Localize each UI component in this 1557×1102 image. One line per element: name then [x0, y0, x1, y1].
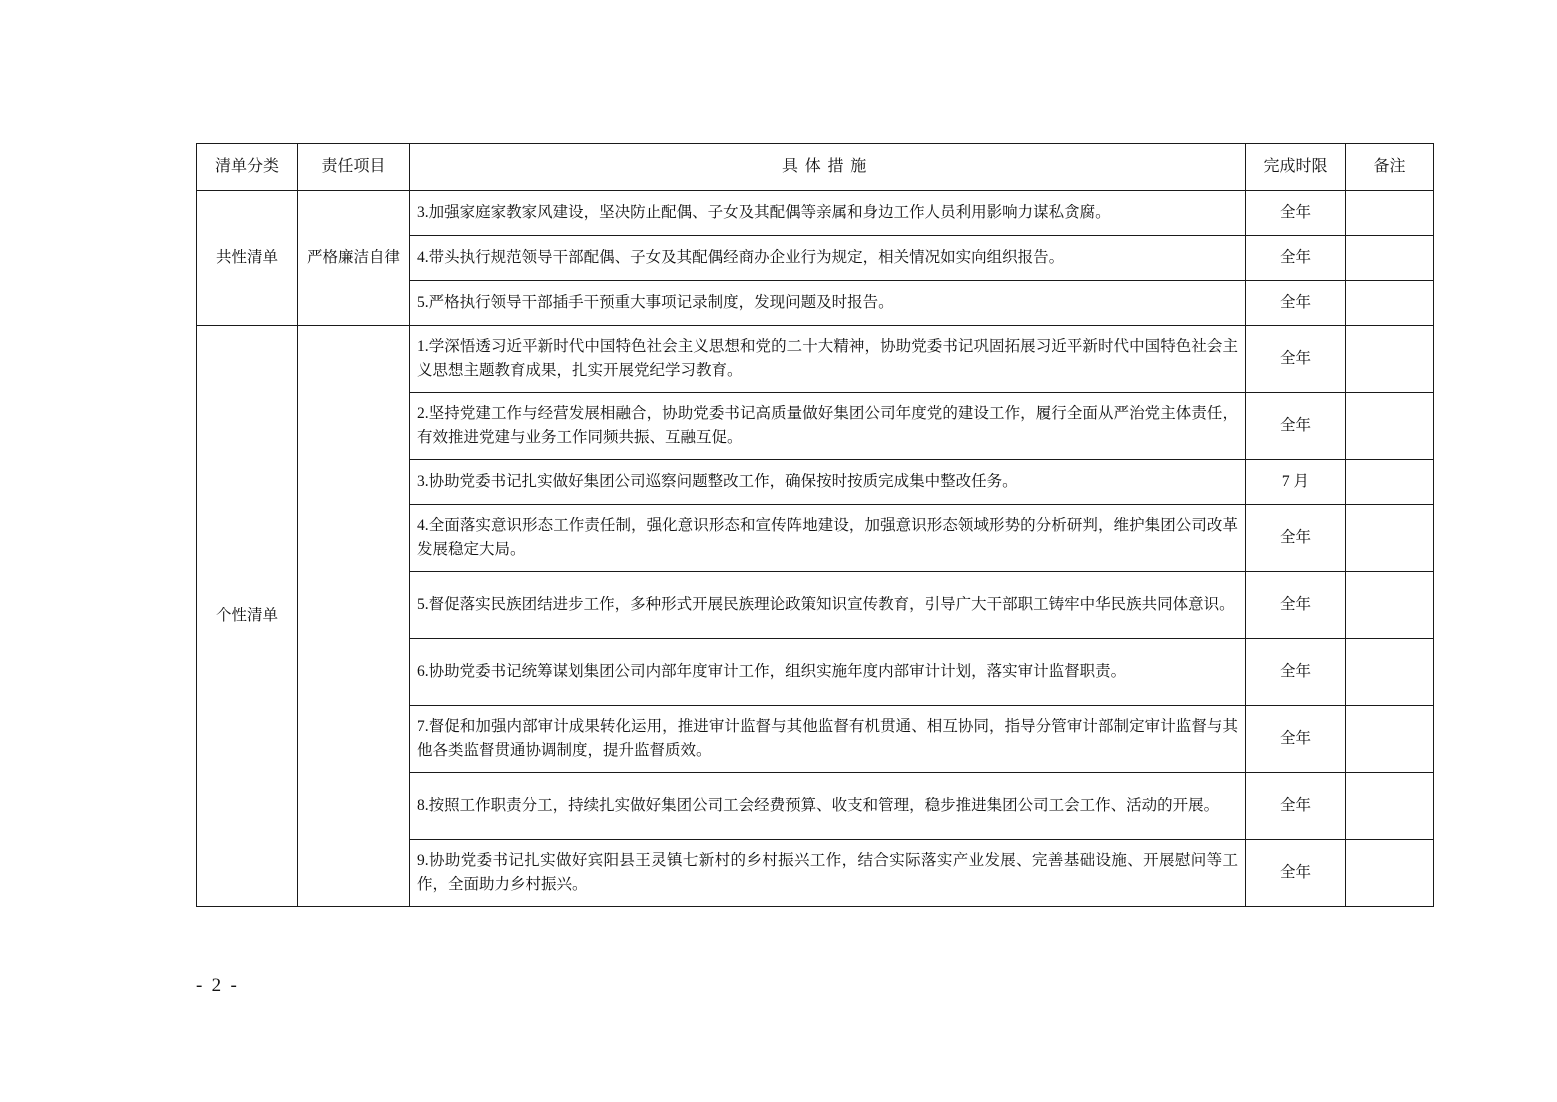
- deadline-cell: 全年: [1246, 572, 1346, 639]
- deadline-cell: 全年: [1246, 393, 1346, 460]
- measure-cell: 4.带头执行规范领导干部配偶、子女及其配偶经商办企业行为规定，相关情况如实向组织报告。: [410, 236, 1246, 281]
- deadline-cell: 全年: [1246, 326, 1346, 393]
- header-remark: 备注: [1346, 144, 1434, 191]
- table-body: [197, 191, 1434, 907]
- deadline-cell: 全年: [1246, 281, 1346, 326]
- deadline-cell: 全年: [1246, 639, 1346, 706]
- deadline-cell: 全年: [1246, 840, 1346, 907]
- header-deadline: 完成时限: [1246, 144, 1346, 191]
- measure-cell: 9.协助党委书记扎实做好宾阳县王灵镇七新村的乡村振兴工作，结合实际落实产业发展、完善基础设施、开展慰问等工作，全面助力乡村振兴。: [410, 840, 1246, 907]
- header-responsibility: 责任项目: [298, 144, 410, 191]
- header-measures: 具体措施: [410, 144, 1246, 191]
- deadline-cell: 全年: [1246, 236, 1346, 281]
- remark-cell: [1346, 281, 1434, 326]
- responsibility-table: [196, 143, 1434, 907]
- category-cell-individual: 个性清单: [197, 326, 298, 907]
- remark-cell: [1346, 236, 1434, 281]
- remark-cell: [1346, 505, 1434, 572]
- measure-cell: 4.全面落实意识形态工作责任制，强化意识形态和宣传阵地建设，加强意识形态领域形势的分析研判，维护集团公司改革发展稳定大局。: [410, 505, 1246, 572]
- category-cell-common: 共性清单: [197, 191, 298, 326]
- measure-cell: 5.严格执行领导干部插手干预重大事项记录制度，发现问题及时报告。: [410, 281, 1246, 326]
- deadline-cell: 全年: [1246, 706, 1346, 773]
- deadline-cell: 全年: [1246, 505, 1346, 572]
- measure-cell: 7.督促和加强内部审计成果转化运用，推进审计监督与其他监督有机贯通、相互协同，指导分管审计部制定审计监督与其他各类监督贯通协调制度，提升监督质效。: [410, 706, 1246, 773]
- measure-cell: 5.督促落实民族团结进步工作，多种形式开展民族理论政策知识宣传教育，引导广大干部职工铸牢中华民族共同体意识。: [410, 572, 1246, 639]
- remark-cell: [1346, 326, 1434, 393]
- deadline-cell: 全年: [1246, 773, 1346, 840]
- remark-cell: [1346, 706, 1434, 773]
- responsibility-cell-discipline: 严格廉洁自律: [298, 191, 410, 326]
- measure-cell: 3.协助党委书记扎实做好集团公司巡察问题整改工作，确保按时按质完成集中整改任务。: [410, 460, 1246, 505]
- measure-cell: 6.协助党委书记统筹谋划集团公司内部年度审计工作，组织实施年度内部审计计划，落实审计监督职责。: [410, 639, 1246, 706]
- measure-cell: 8.按照工作职责分工，持续扎实做好集团公司工会经费预算、收支和管理，稳步推进集团公司工会工作、活动的开展。: [410, 773, 1246, 840]
- table-row: [197, 191, 1434, 236]
- measure-cell: 2.坚持党建工作与经营发展相融合，协助党委书记高质量做好集团公司年度党的建设工作，履行全面从严治党主体责任，有效推进党建与业务工作同频共振、互融互促。: [410, 393, 1246, 460]
- remark-cell: [1346, 460, 1434, 505]
- remark-cell: [1346, 840, 1434, 907]
- measure-cell: 3.加强家庭家教家风建设，坚决防止配偶、子女及其配偶等亲属和身边工作人员利用影响力谋私贪腐。: [410, 191, 1246, 236]
- remark-cell: [1346, 773, 1434, 840]
- remark-cell: [1346, 393, 1434, 460]
- remark-cell: [1346, 191, 1434, 236]
- deadline-cell: 7 月: [1246, 460, 1346, 505]
- table-header-row: [197, 144, 1434, 191]
- deadline-cell: 全年: [1246, 191, 1346, 236]
- table-header: [197, 144, 1434, 191]
- remark-cell: [1346, 639, 1434, 706]
- measure-cell: 1.学深悟透习近平新时代中国特色社会主义思想和党的二十大精神，协助党委书记巩固拓展习近平新时代中国特色社会主义思想主题教育成果，扎实开展党纪学习教育。: [410, 326, 1246, 393]
- responsibility-list-sheet: [196, 143, 1433, 907]
- page-number: - 2 -: [196, 975, 240, 996]
- responsibility-cell-individual: [298, 326, 410, 907]
- header-category: 清单分类: [197, 144, 298, 191]
- remark-cell: [1346, 572, 1434, 639]
- table-row: [197, 326, 1434, 393]
